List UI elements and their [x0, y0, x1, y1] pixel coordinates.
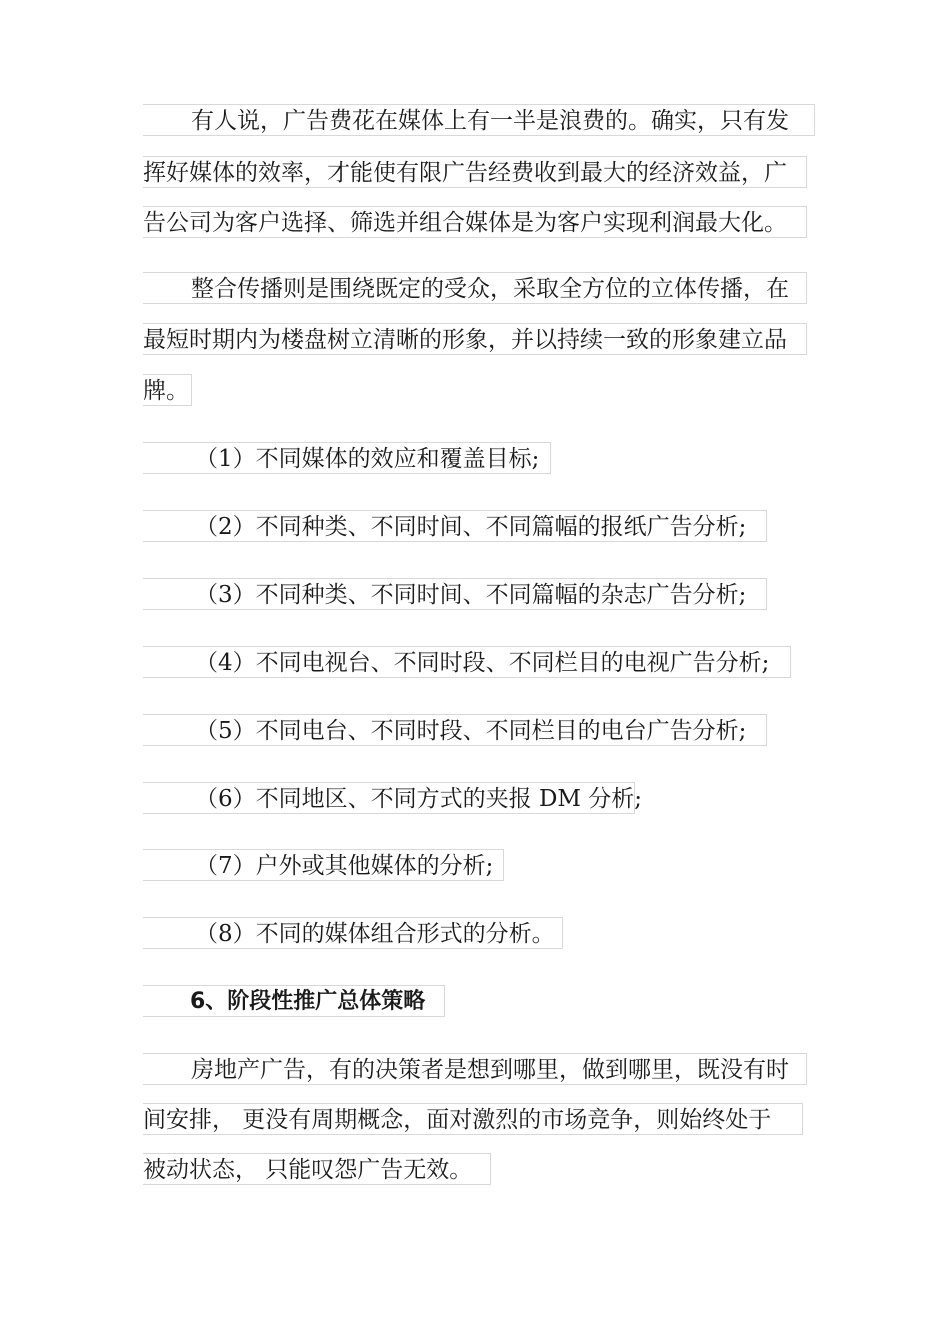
paragraph-1-line-1: 有人说，广告费花在媒体上有一半是浪费的。确实，只有发 — [143, 104, 815, 136]
list-item-1: （1）不同媒体的效应和覆盖目标; — [143, 442, 551, 474]
paragraph-1-line-3: 告公司为客户选择、筛选并组合媒体是为客户实现利润最大化。 — [143, 206, 807, 238]
list-item-7: （7）户外或其他媒体的分析; — [143, 849, 504, 881]
paragraph-2-line-1: 整合传播则是围绕既定的受众，采取全方位的立体传播，在 — [143, 272, 807, 304]
paragraph-3-line-2: 间安排， 更没有周期概念，面对激烈的市场竞争，则始终处于 — [143, 1103, 803, 1135]
paragraph-1-line-2: 挥好媒体的效率，才能使有限广告经费收到最大的经济效益，广 — [143, 156, 807, 188]
list-item-3: （3）不同种类、不同时间、不同篇幅的杂志广告分析; — [143, 578, 767, 610]
paragraph-3-line-1: 房地产广告，有的决策者是想到哪里，做到哪里，既没有时 — [143, 1053, 807, 1085]
paragraph-3-line-3: 被动状态， 只能叹怨广告无效。 — [143, 1153, 491, 1185]
list-item-6: （6）不同地区、不同方式的夹报 DM 分析; — [143, 782, 635, 814]
list-item-5: （5）不同电台、不同时段、不同栏目的电台广告分析; — [143, 714, 767, 746]
paragraph-2-line-2: 最短时期内为楼盘树立清晰的形象，并以持续一致的形象建立品 — [143, 323, 807, 355]
list-item-8: （8）不同的媒体组合形式的分析。 — [143, 917, 563, 949]
paragraph-2-line-3: 牌。 — [143, 374, 192, 406]
list-item-2: （2）不同种类、不同时间、不同篇幅的报纸广告分析; — [143, 510, 767, 542]
section-heading: 6、阶段性推广总体策略 — [143, 985, 445, 1017]
list-item-4: （4）不同电视台、不同时段、不同栏目的电视广告分析; — [143, 646, 791, 678]
